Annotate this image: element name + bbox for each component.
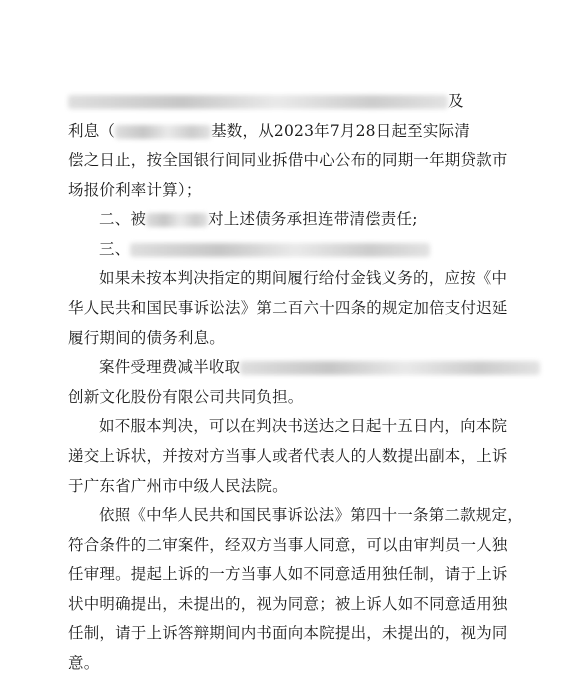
text-line: 于广东省广州市中级人民法院。: [68, 476, 288, 495]
redacted-block: [68, 95, 448, 109]
text-line: 如不服本判决，可以在判决书送达之日起十五日内，向本院: [99, 417, 508, 436]
text-line: 任审理。提起上诉的一方当事人如不同意适用独任制，请于上诉: [68, 565, 508, 584]
text-line: 如果未按本判决指定的期间履行给付金钱义务的，应按《中: [99, 269, 508, 288]
text-line: 履行期间的债务利息。: [68, 328, 226, 347]
line-tail: 及: [448, 92, 464, 110]
line-head: 二、被: [99, 210, 147, 229]
text-line: [68, 88, 464, 114]
line-tail: 对上述债务承担连带清偿责任;: [208, 210, 418, 229]
redacted-block: [130, 243, 430, 257]
text-line: 创新文化股份有限公司共同负担。: [68, 387, 304, 406]
text-line: [68, 118, 470, 144]
redacted-block: [146, 213, 208, 227]
text-line: 状中明确提出，未提出的，视为同意；被上诉人如不同意适用独: [68, 594, 508, 613]
line-head: 利息（: [68, 121, 116, 140]
redacted-block: [115, 125, 211, 139]
text-line: 符合条件的二审案件，经双方当事人同意，可以由审判员一人独: [68, 535, 508, 554]
text-line: 依照《中华人民共和国民事诉讼法》第四十一条第二款规定，: [99, 506, 523, 525]
line-tail: 基数，从2023年7月28日起至实际清: [211, 121, 470, 140]
text-line: [99, 236, 430, 262]
text-line: 递交上诉状，并按对方当事人或者代表人的人数提出副本，上诉: [68, 446, 508, 465]
text-line: 偿之日止，按全国银行间同业拆借中心公布的同期一年期贷款市: [68, 151, 508, 170]
text-line: 华人民共和国民事诉讼法》第二百六十四条的规定加倍支付迟延: [68, 299, 508, 318]
text-line: [99, 354, 540, 380]
redacted-block: [240, 361, 540, 375]
line-head: 三、: [99, 239, 131, 258]
line-head: 案件受理费减半收取: [99, 358, 241, 377]
text-line: 场报价利率计算）；: [68, 180, 202, 199]
text-line: [99, 206, 418, 232]
text-line: 意。: [68, 654, 100, 672]
text-line: 任制，请于上诉答辩期间内书面向本院提出，未提出的，视为同: [68, 624, 508, 643]
